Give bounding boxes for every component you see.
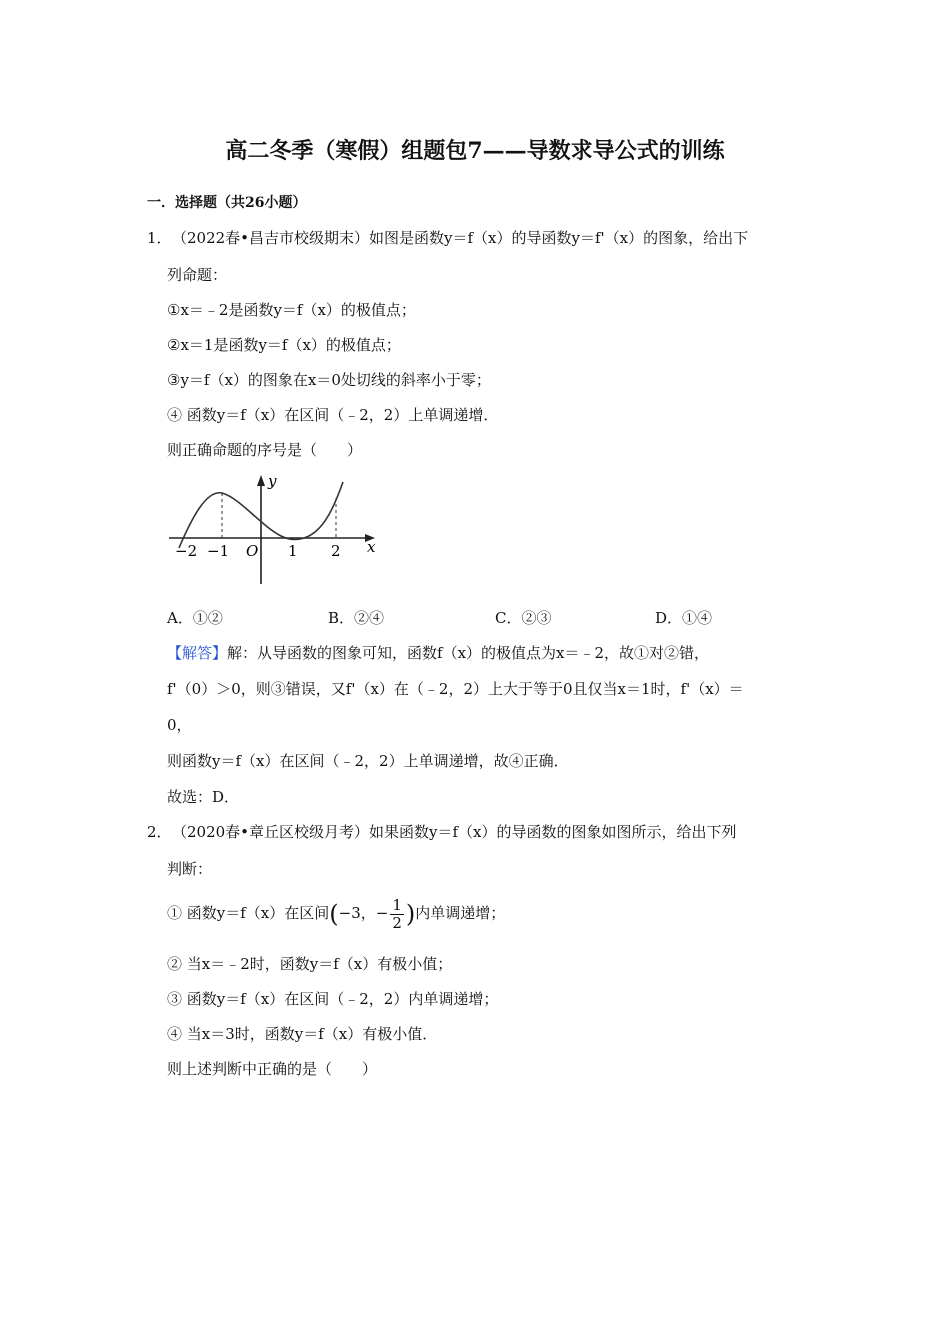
- q1-item-1: ①x＝﹣2是函数y＝f（x）的极值点；: [167, 301, 416, 319]
- q2-number: 2．: [147, 823, 172, 841]
- q1-number: 1．: [147, 229, 172, 247]
- fraction-numerator: 1: [392, 895, 402, 914]
- q1-option-c[interactable]: C．②③: [495, 609, 552, 627]
- close-paren: ): [405, 900, 416, 928]
- q2-item-1-post: 内单调递增；: [415, 904, 506, 922]
- y-axis-arrow: [257, 475, 265, 486]
- q2-stem-line1: （2020春•章丘区校级月考）如果函数y＝f（x）的导函数的图象如图所示，给出下列: [172, 823, 737, 841]
- answer-tag: 【解答】: [167, 644, 228, 662]
- q1-item-2: ②x＝1是函数y＝f（x）的极值点；: [167, 336, 401, 354]
- answer-text-1: 解：从导函数的图象可知，函数f（x）的极值点为x＝﹣2，故①对②错，: [227, 644, 710, 662]
- q1-item-4: ④ 函数y＝f（x）在区间（﹣2，2）上单调递增．: [167, 406, 499, 424]
- interval-left: −3，−: [338, 904, 389, 922]
- q1-answer-line3: 0，: [167, 716, 192, 734]
- y-axis-label: y: [268, 472, 277, 490]
- q2-item-1-pre: ① 函数y＝f（x）在区间: [167, 904, 330, 922]
- derivative-graph: [165, 470, 385, 588]
- page-title: 高二冬季（寒假）组题包7——导数求导公式的训练: [225, 138, 725, 164]
- open-paren: (: [329, 900, 339, 928]
- q1-option-b[interactable]: B．②④: [328, 609, 385, 627]
- q1-stem-line2: 列命题：: [167, 266, 228, 284]
- section-heading: 一．选择题（共26小题）: [147, 195, 307, 211]
- q1-answer-line2: f'（0）＞0，则③错误，又f'（x）在（﹣2，2）上大于等于0且仅当x＝1时，f'（x）＝: [167, 680, 744, 698]
- q2-item-2: ② 当x＝﹣2时，函数y＝f（x）有极小值；: [167, 955, 453, 973]
- q2-item-3: ③ 函数y＝f（x）在区间（﹣2，2）内单调递增；: [167, 990, 499, 1008]
- q1-item-3: ③y＝f（x）的图象在x＝0处切线的斜率小于零；: [167, 371, 491, 389]
- fraction-denominator: 2: [392, 913, 402, 932]
- x-axis-label: x: [367, 538, 376, 556]
- q1-stem-line1: （2022春•昌吉市校级期末）如图是函数y＝f（x）的导函数y＝f'（x）的图象，给出下: [172, 229, 749, 247]
- tick-neg1: −1: [207, 542, 230, 560]
- q1-option-d[interactable]: D．①④: [655, 609, 713, 627]
- fraction-one-half: [390, 897, 404, 932]
- tick-neg2: −2: [175, 542, 198, 560]
- q2-ask: 则上述判断中正确的是（ ）: [167, 1060, 378, 1078]
- q1-ask: 则正确命题的序号是（ ）: [167, 441, 363, 459]
- q1-answer-line4: 则函数y＝f（x）在区间（﹣2，2）上单调递增，故④正确．: [167, 752, 569, 770]
- q2-stem-line2: 判断：: [167, 860, 213, 878]
- tick-2: 2: [331, 542, 341, 560]
- q2-item-4: ④ 当x＝3时，函数y＝f（x）有极小值．: [167, 1025, 438, 1043]
- q1-answer-line1: [167, 643, 709, 663]
- q1-answer-line5: 故选：D．: [167, 788, 240, 806]
- q2-item-1: [167, 895, 505, 932]
- origin-label: O: [246, 542, 259, 560]
- tick-1: 1: [288, 542, 298, 560]
- q1-option-a[interactable]: A．①②: [167, 609, 223, 627]
